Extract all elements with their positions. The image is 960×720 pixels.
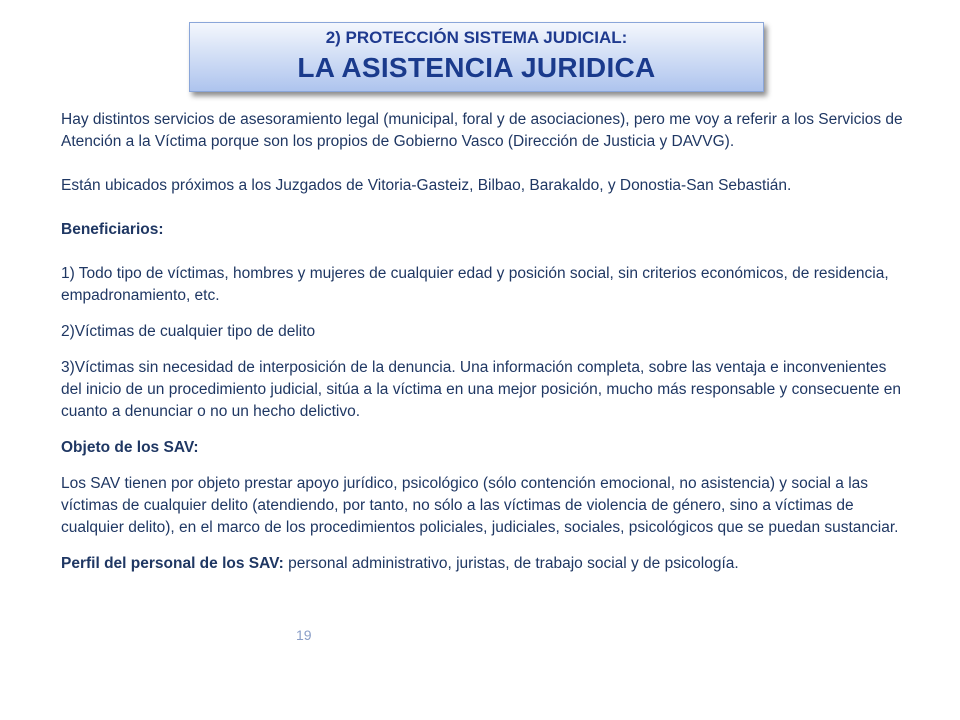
page-title: LA ASISTENCIA JURIDICA (297, 52, 656, 83)
staff-heading: Perfil del personal de los SAV: (61, 555, 284, 572)
beneficiary-item-3: 3)Víctimas sin necesidad de interposición de la denuncia. Una información completa, sobre las ventaja e inconvenientes del inicio de un procedimiento judicial, sitúa a la víctima en una mejor posición, mucho más responsable y consecuente en cuanto a denunciar o no un hecho delictivo. (61, 359, 902, 420)
title-box (189, 22, 764, 92)
objective-heading: Objeto de los SAV: (61, 439, 199, 456)
staff-text: personal administrativo, juristas, de trabajo social y de psicología. (283, 555, 739, 572)
page-number: 19 (296, 627, 312, 643)
location-paragraph: Están ubicados próximos a los Juzgados de Vitoria-Gasteiz, Bilbao, Barakaldo, y Donostia-San Sebastián. (61, 177, 792, 194)
beneficiaries-heading: Beneficiarios: (61, 221, 164, 238)
intro-paragraph: Hay distintos servicios de asesoramiento legal (municipal, foral y de asociaciones), pero me voy a referir a los Servicios de Atención a la Víctima porque son los propios de Gobierno Vasco (Dirección de Justicia y DAVVG). (61, 111, 903, 150)
objective-paragraph: Los SAV tienen por objeto prestar apoyo jurídico, psicológico (sólo contención emocional, no asistencia) y social a las víctimas de cualquier delito (atendiendo, por tanto, no sólo a las víctimas de violencia de género, sino a víctimas de cualquier delito), en el marco de los procedimientos policiales, judiciales, sociales, psicológicos que se puedan sustanciar. (61, 475, 899, 536)
beneficiary-item-1: 1) Todo tipo de víctimas, hombres y mujeres de cualquier edad y posición social, sin criterios económicos, de residencia, empadronamiento, etc. (61, 265, 889, 304)
staff-paragraph (61, 553, 906, 575)
body-content (61, 109, 906, 575)
section-subtitle: 2) PROTECCIÓN SISTEMA JUDICIAL: (325, 28, 628, 47)
beneficiary-item-2: 2)Víctimas de cualquier tipo de delito (61, 323, 316, 340)
